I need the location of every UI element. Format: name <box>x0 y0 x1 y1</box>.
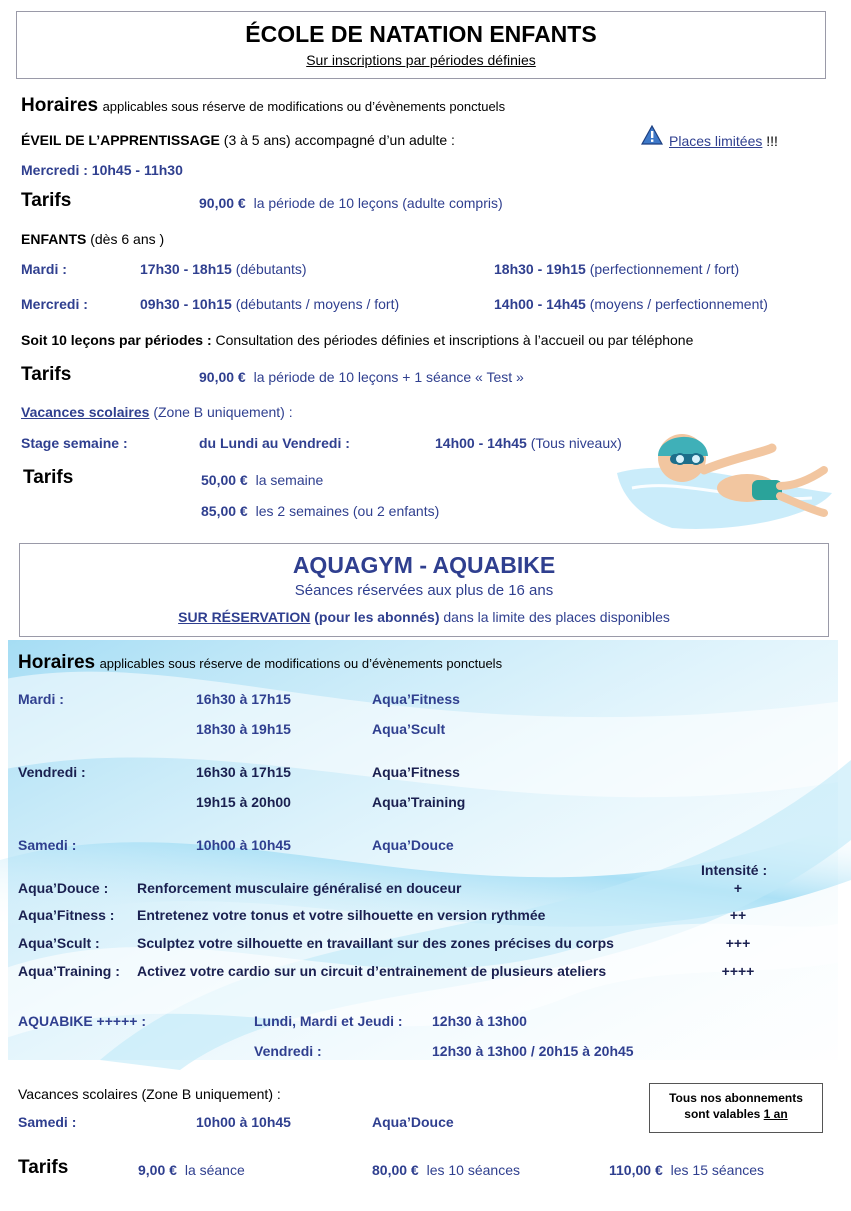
page-subtitle: Sur inscriptions par périodes définies <box>306 52 536 68</box>
enfants-row <box>21 231 164 247</box>
aqua-price <box>372 1162 520 1178</box>
aqua-price-value: 110,00 € <box>609 1162 663 1178</box>
aquabike-days-1: Lundi, Mardi et Jeudi : <box>254 1013 403 1029</box>
course-desc: Entretenez votre tonus et votre silhouette en version rythmée <box>137 907 546 923</box>
note-line-1: Tous nos abonnements <box>669 1091 803 1105</box>
schedule-time: 16h30 à 17h15 <box>196 691 291 707</box>
course-name: Aqua’Training : <box>18 963 120 979</box>
schedule-course: Aqua’Fitness <box>372 764 460 780</box>
enfants-price: 90,00 € <box>199 369 246 385</box>
aqua-tarifs-label: Tarifs <box>18 1157 69 1178</box>
swimmer-illustration <box>612 418 837 538</box>
stage-price-2 <box>201 503 439 519</box>
vacances-row <box>21 404 293 420</box>
aqua-vac-course: Aqua’Douce <box>372 1114 454 1130</box>
horaires-note: applicables sous réserve de modifications ou d’évènements ponctuels <box>102 99 506 114</box>
course-desc: Activez votre cardio sur un circuit d’entrainement de plusieurs ateliers <box>137 963 607 979</box>
eveil-price: 90,00 € <box>199 195 246 211</box>
note-line-2-text: sont valables <box>684 1107 761 1121</box>
stage-price-1 <box>201 472 323 488</box>
tarifs-label-stage: Tarifs <box>23 467 74 488</box>
mercredi-label: Mercredi : <box>21 296 88 312</box>
mardi-slot-1-time: 17h30 - 18h15 <box>140 261 232 277</box>
soit-row <box>21 332 693 348</box>
warning-icon <box>641 125 663 145</box>
enfants-price-desc: la période de 10 leçons + 1 séance « Test » <box>253 369 524 385</box>
natation-title-box <box>16 11 826 79</box>
reservation-who: (pour les abonnés) <box>314 609 440 625</box>
stage-time: 14h00 - 14h45 <box>435 435 527 451</box>
mercredi-slot-1-time: 09h30 - 10h15 <box>140 296 232 312</box>
mardi-slot-1-level: (débutants) <box>235 261 307 277</box>
horaires-label: Horaires <box>21 95 99 116</box>
aqua-horaires-note: applicables sous réserve de modifications ou d’évènements ponctuels <box>99 656 503 671</box>
mardi-slot-2-level: (perfectionnement / fort) <box>589 261 740 277</box>
schedule-course: Aqua’Training <box>372 794 466 810</box>
stage-price-1-desc: la semaine <box>255 472 324 488</box>
places-limitees-link[interactable]: Places limitées <box>669 133 763 149</box>
stage-level: (Tous niveaux) <box>530 435 622 451</box>
schedule-day: Vendredi : <box>18 764 86 780</box>
schedule-day: Mardi : <box>18 691 64 707</box>
vacances-zone: (Zone B uniquement) : <box>153 404 293 420</box>
stage-slot <box>435 435 622 451</box>
aquabike-time-2: 12h30 à 13h00 / 20h15 à 20h45 <box>432 1043 634 1059</box>
aquabike-label: AQUABIKE +++++ : <box>18 1013 146 1029</box>
aquagym-title-box <box>19 543 829 637</box>
aqua-vac-time: 10h00 à 10h45 <box>196 1114 291 1130</box>
course-intensity: ++++ <box>721 963 755 979</box>
stage-price-2-desc: les 2 semaines (ou 2 enfants) <box>255 503 440 519</box>
eveil-price-row <box>199 195 503 211</box>
course-desc: Renforcement musculaire généralisé en douceur <box>137 880 462 896</box>
aquabike-time-1: 12h30 à 13h00 <box>432 1013 527 1029</box>
eveil-label: ÉVEIL DE L’APPRENTISSAGE <box>21 132 220 148</box>
mercredi-slot-2 <box>494 296 768 312</box>
aqua-price <box>138 1162 245 1178</box>
schedule-course: Aqua’Fitness <box>372 691 460 707</box>
aquagym-title: AQUAGYM - AQUABIKE <box>292 552 556 578</box>
places-suffix: !!! <box>766 133 778 149</box>
stage-days: du Lundi au Vendredi : <box>199 435 350 451</box>
schedule-time: 10h00 à 10h45 <box>196 837 291 853</box>
schedule-course: Aqua’Scult <box>372 721 446 737</box>
mercredi-slot-2-level: (moyens / perfectionnement) <box>589 296 768 312</box>
aqua-horaires-label: Horaires <box>18 652 96 673</box>
soit-desc: Consultation des périodes définies et inscriptions à l’accueil ou par téléphone <box>215 332 694 348</box>
eveil-age: (3 à 5 ans) accompagné d’un adulte : <box>223 132 455 148</box>
schedule-time: 16h30 à 17h15 <box>196 764 291 780</box>
schedule-time: 19h15 à 20h00 <box>196 794 291 810</box>
enfants-price-row <box>199 369 524 385</box>
course-name: Aqua’Douce : <box>18 880 109 896</box>
mardi-label: Mardi : <box>21 261 67 277</box>
aqua-vacances-row <box>18 1086 281 1102</box>
eveil-price-desc: la période de 10 leçons (adulte compris) <box>253 195 503 211</box>
course-desc: Sculptez votre silhouette en travaillant sur des zones précises du corps <box>137 935 614 951</box>
aqua-price-value: 80,00 € <box>372 1162 419 1178</box>
mercredi-slot-1 <box>140 296 399 312</box>
aquagym-subtitle: Séances réservées aux plus de 16 ans <box>294 582 554 599</box>
tarifs-label-eveil: Tarifs <box>21 190 72 211</box>
enfants-label: ENFANTS <box>21 231 87 247</box>
schedule-course: Aqua’Douce <box>372 837 454 853</box>
intensite-label: Intensité : <box>701 862 768 878</box>
eveil-row <box>21 132 455 148</box>
note-line-2-duration: 1 an <box>763 1107 788 1121</box>
mercredi-slot-2-time: 14h00 - 14h45 <box>494 296 586 312</box>
aqua-price-desc: les 15 séances <box>670 1162 765 1178</box>
aqua-price-desc: la séance <box>184 1162 245 1178</box>
note-line-2 <box>650 1107 822 1121</box>
aqua-price <box>609 1162 764 1178</box>
horaires-row <box>21 95 505 117</box>
course-intensity: ++ <box>729 907 747 923</box>
mardi-slot-1 <box>140 261 307 277</box>
stage-price-1-value: 50,00 € <box>201 472 248 488</box>
aqua-vacances-zone: (Zone B uniquement) : <box>141 1086 281 1102</box>
aqua-price-desc: les 10 séances <box>426 1162 521 1178</box>
vacances-label: Vacances scolaires <box>21 404 150 420</box>
mardi-slot-2-time: 18h30 - 19h15 <box>494 261 586 277</box>
reservation-label: SUR RÉSERVATION <box>178 609 311 625</box>
reservation-desc: dans la limite des places disponibles <box>443 609 670 625</box>
schedule-time: 18h30 à 19h15 <box>196 721 291 737</box>
reservation-row <box>20 609 828 625</box>
course-name: Aqua’Fitness : <box>18 907 115 923</box>
eveil-day: Mercredi : 10h45 - 11h30 <box>21 162 183 178</box>
course-name: Aqua’Scult : <box>18 935 100 951</box>
mercredi-slot-1-level: (débutants / moyens / fort) <box>235 296 400 312</box>
course-intensity: +++ <box>725 935 751 951</box>
aqua-vacances-label: Vacances scolaires <box>18 1086 138 1102</box>
aqua-vac-day: Samedi : <box>18 1114 77 1130</box>
aquabike-days-2: Vendredi : <box>254 1043 322 1059</box>
page-title: ÉCOLE DE NATATION ENFANTS <box>245 21 597 47</box>
stage-label: Stage semaine : <box>21 435 128 451</box>
aqua-horaires-row <box>18 652 502 674</box>
course-intensity: + <box>733 880 743 896</box>
mardi-slot-2 <box>494 261 739 277</box>
tarifs-label-enfants: Tarifs <box>21 364 72 385</box>
abonnement-note <box>649 1083 823 1133</box>
stage-price-2-value: 85,00 € <box>201 503 248 519</box>
places-limitees <box>669 133 778 149</box>
soit-label: Soit 10 leçons par périodes : <box>21 332 212 348</box>
schedule-day: Samedi : <box>18 837 77 853</box>
enfants-age: (dès 6 ans ) <box>90 231 165 247</box>
aqua-price-value: 9,00 € <box>138 1162 177 1178</box>
